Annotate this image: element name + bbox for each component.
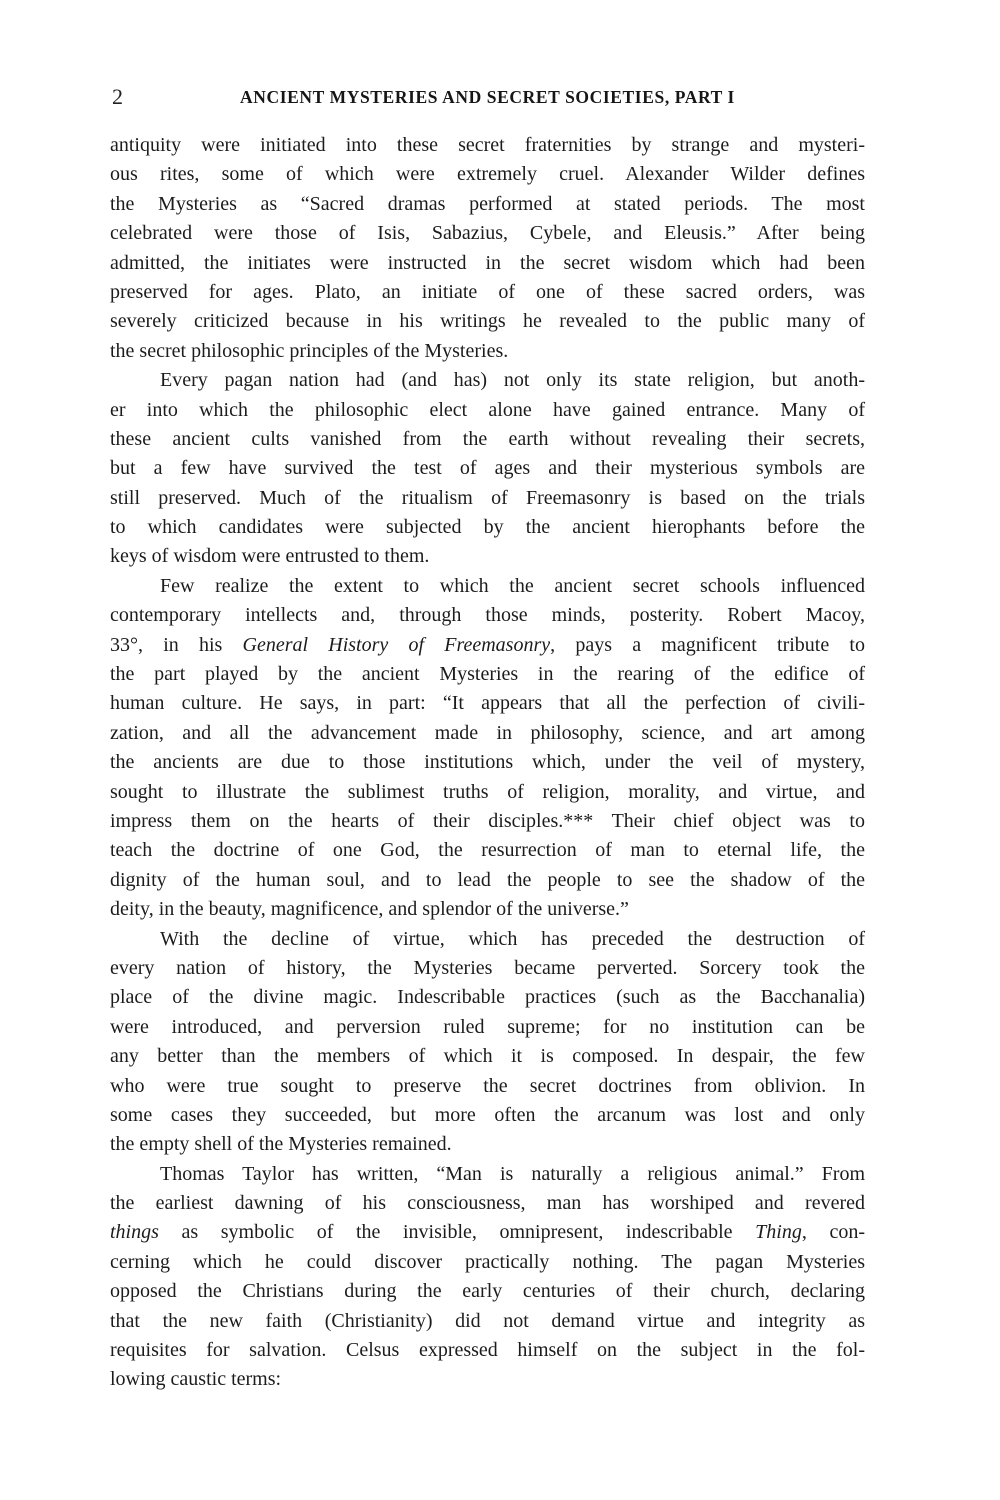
text-line: were introduced, and perversion ruled supreme; for no institution can be [110, 1015, 865, 1038]
text-line: antiquity were initiated into these secret fraternities by strange and mysteri- [110, 134, 865, 156]
text-line: severely criticized because in his writings he revealed to the public many of [110, 310, 865, 333]
page-number: 2 [112, 84, 123, 109]
text-line: dignity of the human soul, and to lead the people to see the shadow of the [110, 868, 865, 891]
text-line: the ancients are due to those institutions which, under the veil of mystery, [110, 751, 865, 774]
text-line: keys of wisdom were entrusted to them. [110, 545, 430, 568]
text-line: deity, in the beauty, magnificence, and splendor of the universe.” [110, 898, 629, 921]
text-line: these ancient cults vanished from the earth without revealing their secrets, [110, 427, 865, 450]
text-line: 33°, in his General History of Freemasonry, pays a magnificent tribute to [110, 633, 865, 656]
text-line: With the decline of virtue, which has preceded the destruction of [160, 927, 865, 950]
text-line: Thomas Taylor has written, “Man is naturally a religious animal.” From [160, 1162, 865, 1185]
body-text [110, 131, 865, 1395]
running-header [110, 84, 865, 110]
text-line: zation, and all the advancement made in philosophy, science, and art among [110, 721, 865, 744]
text-line: celebrated were those of Isis, Sabazius, Cybele, and Eleusis.” After being [110, 222, 865, 245]
text-line: that the new faith (Christianity) did not demand virtue and integrity as [110, 1309, 865, 1332]
text-line: Few realize the extent to which the ancient secret schools influenced [160, 574, 865, 597]
text-line: Every pagan nation had (and has) not only its state religion, but anoth- [160, 369, 865, 392]
text-line: still preserved. Much of the ritualism of Freemasonry is based on the trials [110, 486, 865, 509]
text-line: place of the divine magic. Indescribable practices (such as the Bacchanalia) [110, 986, 865, 1009]
text-line: impress them on the hearts of their disciples.*** Their chief object was to [110, 809, 865, 832]
text-line: the secret philosophic principles of the Mysteries. [110, 339, 509, 362]
text-line: any better than the members of which it is composed. In despair, the few [110, 1045, 865, 1068]
text-line: sought to illustrate the sublimest truths of religion, morality, and virtue, and [110, 780, 865, 803]
text-line: some cases they succeeded, but more often the arcanum was lost and only [110, 1103, 865, 1126]
text-line: er into which the philosophic elect alone have gained entrance. Many of [110, 398, 865, 421]
running-title: ANCIENT MYSTERIES AND SECRET SOCIETIES, PART I [240, 87, 735, 107]
text-line: cerning which he could discover practically nothing. The pagan Mysteries [110, 1250, 865, 1273]
text-line: admitted, the initiates were instructed in the secret wisdom which had been [110, 251, 865, 274]
text-line: the empty shell of the Mysteries remained. [110, 1133, 452, 1156]
text-line: teach the doctrine of one God, the resurrection of man to eternal life, the [110, 839, 865, 862]
text-line: human culture. He says, in part: “It appears that all the perfection of civili- [110, 692, 865, 715]
text-line: the part played by the ancient Mysteries in the rearing of the edifice of [110, 663, 865, 686]
text-line: preserved for ages. Plato, an initiate of one of these sacred orders, was [110, 280, 865, 303]
text-line: every nation of history, the Mysteries became perverted. Sorcery took the [110, 956, 865, 979]
text-line: things as symbolic of the invisible, omnipresent, indescribable Thing, con- [110, 1221, 865, 1244]
text-line: the earliest dawning of his consciousness, man has worshiped and revered [110, 1192, 865, 1215]
text-line: opposed the Christians during the early centuries of their church, declaring [110, 1280, 865, 1303]
text-line: but a few have survived the test of ages and their mysterious symbols are [110, 457, 865, 480]
text-line: who were true sought to preserve the secret doctrines from oblivion. In [110, 1074, 865, 1097]
text-line: to which candidates were subjected by the ancient hierophants before the [110, 516, 865, 539]
text-line: ous rites, some of which were extremely cruel. Alexander Wilder defines [110, 163, 865, 186]
text-line: the Mysteries as “Sacred dramas performed at stated periods. The most [110, 192, 865, 215]
text-line: requisites for salvation. Celsus expressed himself on the subject in the fol- [110, 1339, 865, 1362]
text-line: lowing caustic terms: [110, 1368, 282, 1391]
text-line: contemporary intellects and, through those minds, posterity. Robert Macoy, [110, 604, 865, 627]
